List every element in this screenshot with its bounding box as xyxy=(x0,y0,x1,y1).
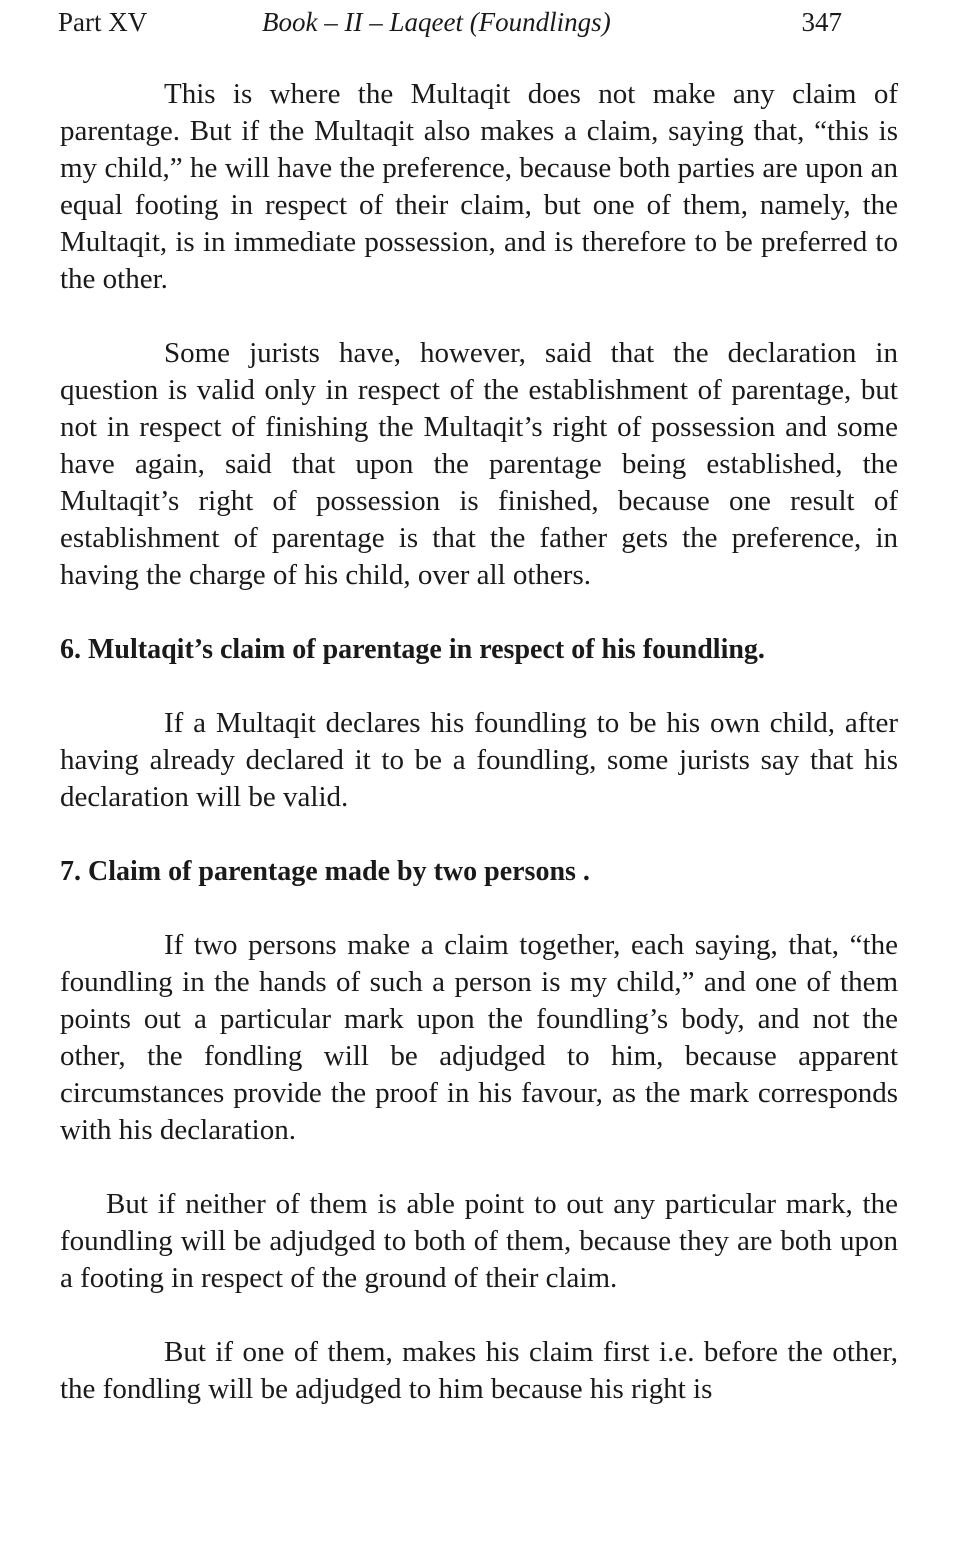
paragraph-gap xyxy=(60,594,898,631)
book-title: Book – II – Laqeet (Foundlings) xyxy=(262,7,611,37)
paragraph-5: But if neither of them is able point to out any particular mark, the foundling will be adjudged to both of them, because they are both upon a footing in respect of the ground of their claim. xyxy=(60,1188,898,1294)
paragraph-2: Some jurists have, however, said that the declaration in question is valid only in respect of the establishment of parentage, but not in respect of finishing the Multaqit’s right of possession and some have again, said that upon the parentage being established, the Multaqit’s right of possession is finished, because one result of establishment of parentage is that the father gets the preference, in having the charge of his child, over all others. xyxy=(60,337,898,591)
page-body xyxy=(60,76,898,1408)
part-label: Part XV xyxy=(58,7,148,37)
paragraph-gap xyxy=(60,1149,898,1186)
paragraph-gap xyxy=(60,890,898,927)
paragraph-6: But if one of them, makes his claim first i.e. before the other, the fondling will be adjudged to him because his right is xyxy=(60,1336,898,1405)
paragraph-gap xyxy=(60,668,898,705)
paragraph-gap xyxy=(60,816,898,853)
paragraph-3: If a Multaqit declares his foundling to be his own child, after having already declared it to be a foundling, some jurists say that his declaration will be valid. xyxy=(60,707,898,813)
paragraph-4: If two persons make a claim together, each saying, that, “the foundling in the hands of such a person is my child,” and one of them points out a particular mark upon the foundling’s body, and not the other, the fondling will be adjudged to him, because apparent circumstances provide the proof in his favour, as the mark corresponds with his declaration. xyxy=(60,929,898,1146)
section-heading-7: 7. Claim of parentage made by two persons . xyxy=(60,856,590,887)
paragraph-gap xyxy=(60,298,898,335)
page-header xyxy=(58,4,848,44)
section-heading-6: 6. Multaqit’s claim of parentage in respect of his foundling. xyxy=(60,634,765,665)
paragraph-1: This is where the Multaqit does not make any claim of parentage. But if the Multaqit also makes a claim, saying that, “this is my child,” he will have the preference, because both parties are upon an equal footing in respect of their claim, but one of them, namely, the Multaqit, is in immediate possession, and is therefore to be preferred to the other. xyxy=(60,78,898,295)
page-number: 347 xyxy=(801,7,842,37)
paragraph-gap xyxy=(60,1297,898,1334)
